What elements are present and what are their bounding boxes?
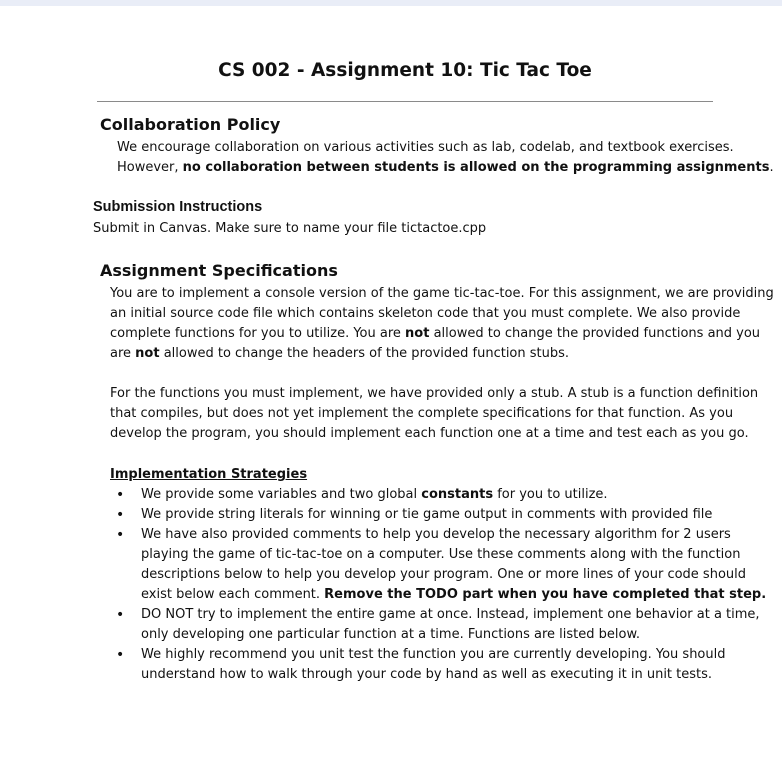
collaboration-policy-heading: Collaboration Policy [100, 115, 281, 134]
collaboration-policy-line-1: We encourage collaboration on various activities such as lab, codelab, and textbook exercises. [117, 140, 734, 155]
text-run: . [769, 160, 774, 175]
list-item-text [141, 645, 731, 685]
specs-paragraph-1-line-4 [110, 344, 569, 364]
list-item [111, 645, 731, 685]
document-title: CS 002 - Assignment 10: Tic Tac Toe [218, 60, 592, 81]
collaboration-policy-line-2 [117, 158, 774, 178]
list-item-text [141, 505, 731, 525]
text-run: We highly recommend you unit test the function you are currently developing. You should [141, 647, 726, 662]
list-item-text [141, 525, 767, 605]
specs-paragraph-2-line-2: that compiles, but does not yet implement the complete specifications for that function. As you [110, 406, 734, 421]
specs-paragraph-2-line-3: develop the program, you should implement each function one at a time and test each as you go. [110, 426, 749, 441]
list-item-text [141, 605, 760, 645]
strategies-bullet-list [111, 485, 767, 685]
text-run: complete functions for you to utilize. You are [110, 326, 406, 341]
bullet-glyph: • [116, 607, 125, 623]
bold-text-run: Remove the TODO part when you have completed that step. [324, 587, 767, 602]
text-run: We provide string literals for winning or tie game output in comments with provided file [141, 507, 713, 522]
bullet-glyph: • [116, 527, 125, 543]
submission-instructions-heading: Submission Instructions [93, 199, 263, 215]
text-run: understand how to walk through your code by hand as well as executing it in unit tests. [141, 667, 713, 682]
bullet-glyph: • [116, 647, 125, 663]
submission-instructions-text: Submit in Canvas. Make sure to name your file tictactoe.cpp [93, 221, 487, 236]
bullet-glyph: • [116, 507, 125, 523]
text-run: We provide some variables and two global [141, 487, 422, 502]
bullet-glyph: • [116, 487, 125, 503]
specs-paragraph-1-line-1: You are to implement a console version of the game tic-tac-toe. For this assignment, we are providing [110, 286, 774, 301]
text-run: descriptions below to help you develop your program. One or more lines of your code should [141, 567, 746, 582]
bold-text-run: not [405, 326, 430, 341]
bold-text-run: no collaboration between students is allowed on the programming assignments [182, 160, 770, 175]
text-run: only developing one particular function at a time. Functions are listed below. [141, 627, 641, 642]
text-run: for you to utilize. [493, 487, 608, 502]
text-run: DO NOT try to implement the entire game at once. Instead, implement one behavior at a time, [141, 607, 760, 622]
text-run: allowed to change the headers of the provided function stubs. [159, 346, 570, 361]
list-item [111, 485, 731, 505]
text-run: allowed to change the provided functions and you [429, 326, 761, 341]
bold-text-run: constants [421, 487, 494, 502]
list-item [111, 605, 760, 645]
text-run: However, [117, 160, 183, 175]
list-item [111, 505, 731, 525]
text-run: are [110, 346, 136, 361]
bold-text-run: not [135, 346, 160, 361]
list-item-text [141, 485, 731, 505]
title-divider [97, 101, 713, 102]
specs-paragraph-1-line-2: an initial source code file which contains skeleton code that you must complete. We also provide [110, 306, 741, 321]
document-page [0, 6, 782, 760]
text-run: exist below each comment. [141, 587, 325, 602]
assignment-specifications-heading: Assignment Specifications [100, 261, 338, 280]
text-run: We have also provided comments to help you develop the necessary algorithm for 2 users [141, 527, 731, 542]
list-item [111, 525, 767, 605]
specs-paragraph-1-line-3 [110, 324, 760, 344]
specs-paragraph-2-line-1: For the functions you must implement, we have provided only a stub. A stub is a function definition [110, 386, 759, 401]
text-run: playing the game of tic-tac-toe on a computer. Use these comments along with the function [141, 547, 741, 562]
implementation-strategies-heading: Implementation Strategies [110, 467, 308, 482]
